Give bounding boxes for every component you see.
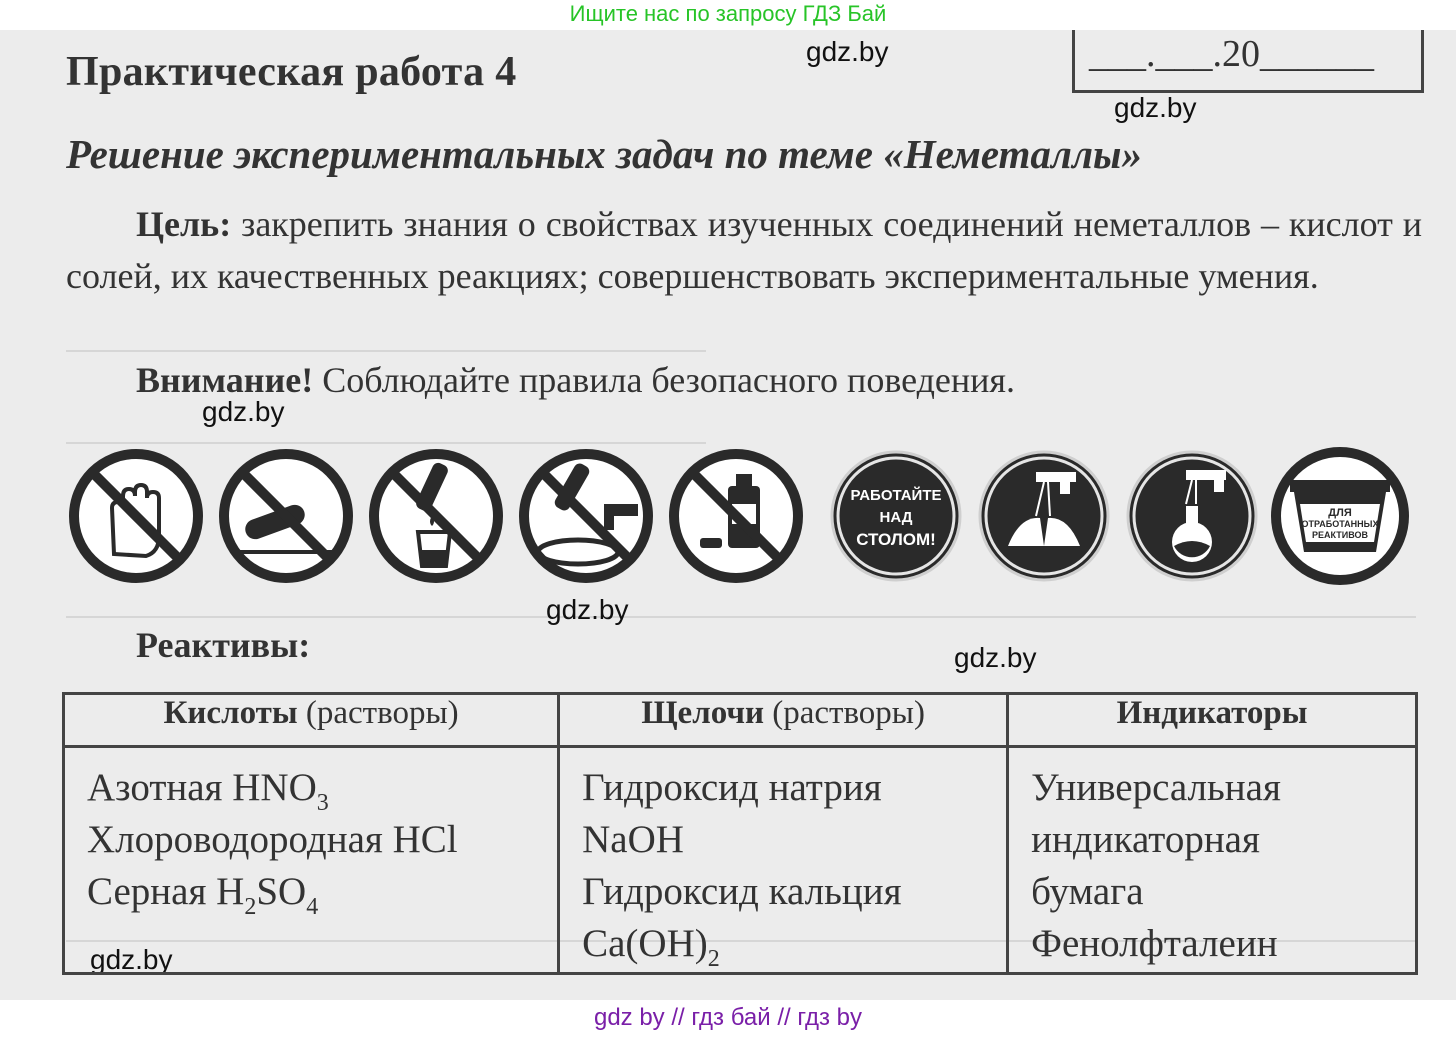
subscript: 3 (316, 790, 329, 816)
watermark: gdz.by (546, 594, 629, 625)
reagents-heading: Реактивы: (136, 625, 311, 665)
sign-text: ОТРАБОТАННЫХ (1301, 519, 1379, 529)
goal-paragraph (66, 198, 1422, 302)
header-rest: (растворы) (763, 695, 925, 731)
show-through-line (66, 350, 706, 352)
formula-text: Ca(OH) (582, 922, 708, 965)
alkali-line: NaOH (582, 818, 684, 861)
wash-flask-icon (1122, 446, 1262, 586)
acid-name: Хлороводородная HCl (87, 818, 458, 861)
no-taste-icon (216, 446, 356, 586)
acids-column-header (64, 694, 559, 747)
date-box[interactable] (1072, 30, 1424, 93)
work-subtitle: Решение экспериментальных задач по теме «Неметаллы» (66, 131, 1142, 177)
sign-text: СТОЛОМ! (856, 530, 936, 549)
sign-text: РЕАКТИВОВ (1312, 530, 1368, 540)
subscript: 4 (306, 894, 319, 920)
date-field[interactable]: ___.___.20______ (1089, 33, 1374, 75)
header-bold: Щелочи (641, 695, 764, 731)
sign-text: НАД (879, 509, 913, 526)
no-touch-hand-icon (66, 446, 206, 586)
safety-signs-row (66, 446, 1416, 586)
warning-label: Внимание! (136, 360, 314, 400)
header-rest: (растворы) (297, 695, 459, 731)
no-open-bottle-icon (666, 446, 806, 586)
warning-text: Соблюдайте правила безопасного поведения. (313, 360, 1015, 400)
alkalis-cell (559, 747, 1008, 974)
wash-hands-icon (974, 446, 1114, 586)
acid-sulfuric (87, 866, 557, 918)
sign-text: РАБОТАЙТЕ (850, 487, 942, 504)
indicator-line: бумага (1031, 870, 1144, 913)
no-pour-into-sink-icon (516, 446, 656, 586)
footer-links[interactable]: gdz by // гдз бай // гдз by (593, 1004, 863, 1031)
alkalis-column-header (559, 694, 1008, 747)
alkali-line: Гидроксид натрия (582, 766, 882, 809)
show-through-line (66, 442, 706, 444)
acids-cell (64, 747, 559, 974)
goal-label: Цель: (136, 204, 232, 244)
acid-hydrochloric (87, 814, 557, 866)
show-through-line (66, 616, 1416, 618)
sign-text: ДЛЯ (1328, 507, 1352, 519)
goal-text: закрепить знания о свойствах изученных соединений неметаллов – кислот и солей, их качественных реакциях; совершенствовать экспериментальные умения. (66, 204, 1422, 296)
subscript: 2 (244, 894, 257, 920)
waste-container-icon (1270, 446, 1410, 586)
table-row (64, 747, 1417, 974)
subscript: 2 (707, 946, 720, 972)
watermark: gdz.by (954, 642, 1037, 673)
work-over-table-icon (826, 446, 966, 586)
indicators-column-header (1008, 694, 1417, 747)
table-header-row (64, 694, 1417, 747)
formula-tail: SO (256, 870, 307, 913)
top-banner[interactable]: Ищите нас по запросу ГДЗ Бай (569, 1, 887, 26)
watermark: gdz.by (90, 944, 173, 975)
indicator-line: Фенолфталеин (1031, 922, 1278, 965)
watermark: gdz.by (1114, 92, 1197, 123)
header-bold: Кислоты (163, 695, 298, 731)
indicator-line: Универсальная (1031, 766, 1281, 809)
acid-name: Азотная HNO (87, 766, 317, 809)
indicator-line: индикаторная (1031, 818, 1260, 861)
alkali-formula (582, 918, 1006, 970)
page-title: Практическая работа 4 (66, 49, 517, 95)
watermark: gdz.by (202, 396, 285, 427)
no-pour-into-glass-icon (366, 446, 506, 586)
acid-name: Серная H (87, 870, 245, 913)
acid-nitric (87, 762, 557, 814)
reagents-table (62, 692, 1418, 975)
header-bold: Индикаторы (1116, 695, 1308, 731)
alkali-line: Гидроксид кальция (582, 870, 902, 913)
indicators-cell (1008, 747, 1417, 974)
watermark: gdz.by (806, 36, 889, 67)
